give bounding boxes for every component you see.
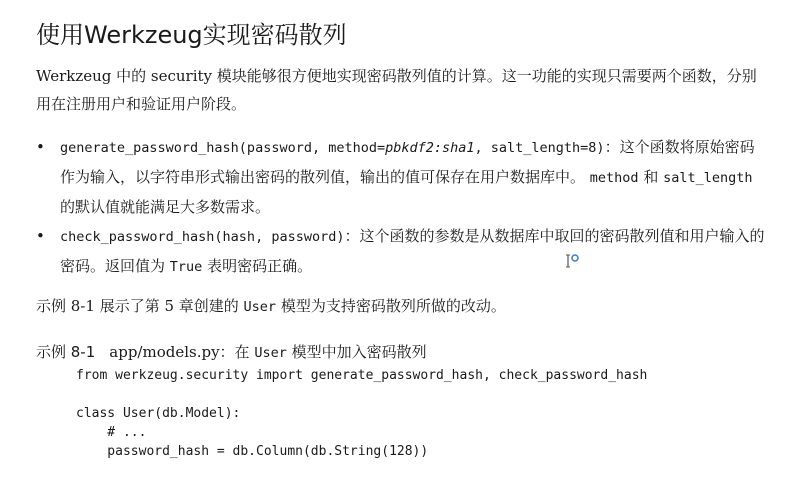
example-text: 示例 8-1 展示了第 5 章创建的 — [36, 297, 244, 315]
example-caption — [36, 340, 427, 365]
caption-label: 示例 8-1 — [36, 343, 96, 361]
code-inline: User — [243, 299, 277, 315]
code-inline: , salt_length=8) — [474, 140, 605, 156]
code-inline: salt_length — [663, 170, 753, 186]
example-paragraph — [36, 292, 766, 321]
list-text: ：这个函数的参数是从数据库中取回的密码散列值和用户输入的密码。返回值为 — [60, 227, 765, 275]
code-inline: method — [589, 170, 639, 186]
code-block: from werkzeug.security import generate_password_hash, check_password_hash class User(db.Model): # ... password_hash = db.Column(db.String(128)) — [76, 368, 648, 459]
intro-paragraph: Werkzeug 中的 security 模块能够很方便地实现密码散列值的计算。这一功能的实现只需要两个函数，分别用在注册用户和验证用户阶段。 — [36, 67, 757, 113]
caption-path: app/models.py：在 — [109, 343, 255, 361]
caption-text: 模型中加入密码散列 — [286, 343, 427, 361]
bullet-icon: • — [36, 138, 45, 156]
list-text: ：这个函数将原始密码作为输入，以字符串形式输出密码的散列值，输出的值可保存在用户数据库中。 — [60, 138, 755, 186]
code-inline: check_password_hash(hash, password) — [60, 229, 345, 245]
function-list — [36, 133, 766, 282]
list-text: 表明密码正确。 — [202, 257, 313, 275]
bullet-icon: • — [36, 227, 45, 245]
code-inline: True — [169, 259, 203, 275]
example-text: 模型为支持密码散列所做的改动。 — [276, 297, 506, 315]
list-item — [36, 133, 766, 222]
code-inline-italic: pbkdf2:sha1 — [385, 140, 475, 156]
code-inline: User — [254, 345, 287, 361]
code-inline: generate_password_hash(password, method= — [60, 140, 386, 156]
list-text: 的默认值就能满足大多数需求。 — [60, 198, 271, 216]
list-item — [36, 222, 766, 282]
list-text: 和 — [638, 168, 664, 186]
text-cursor-icon — [566, 254, 580, 270]
section-heading: 使用Werkzeug实现密码散列 — [36, 21, 347, 49]
